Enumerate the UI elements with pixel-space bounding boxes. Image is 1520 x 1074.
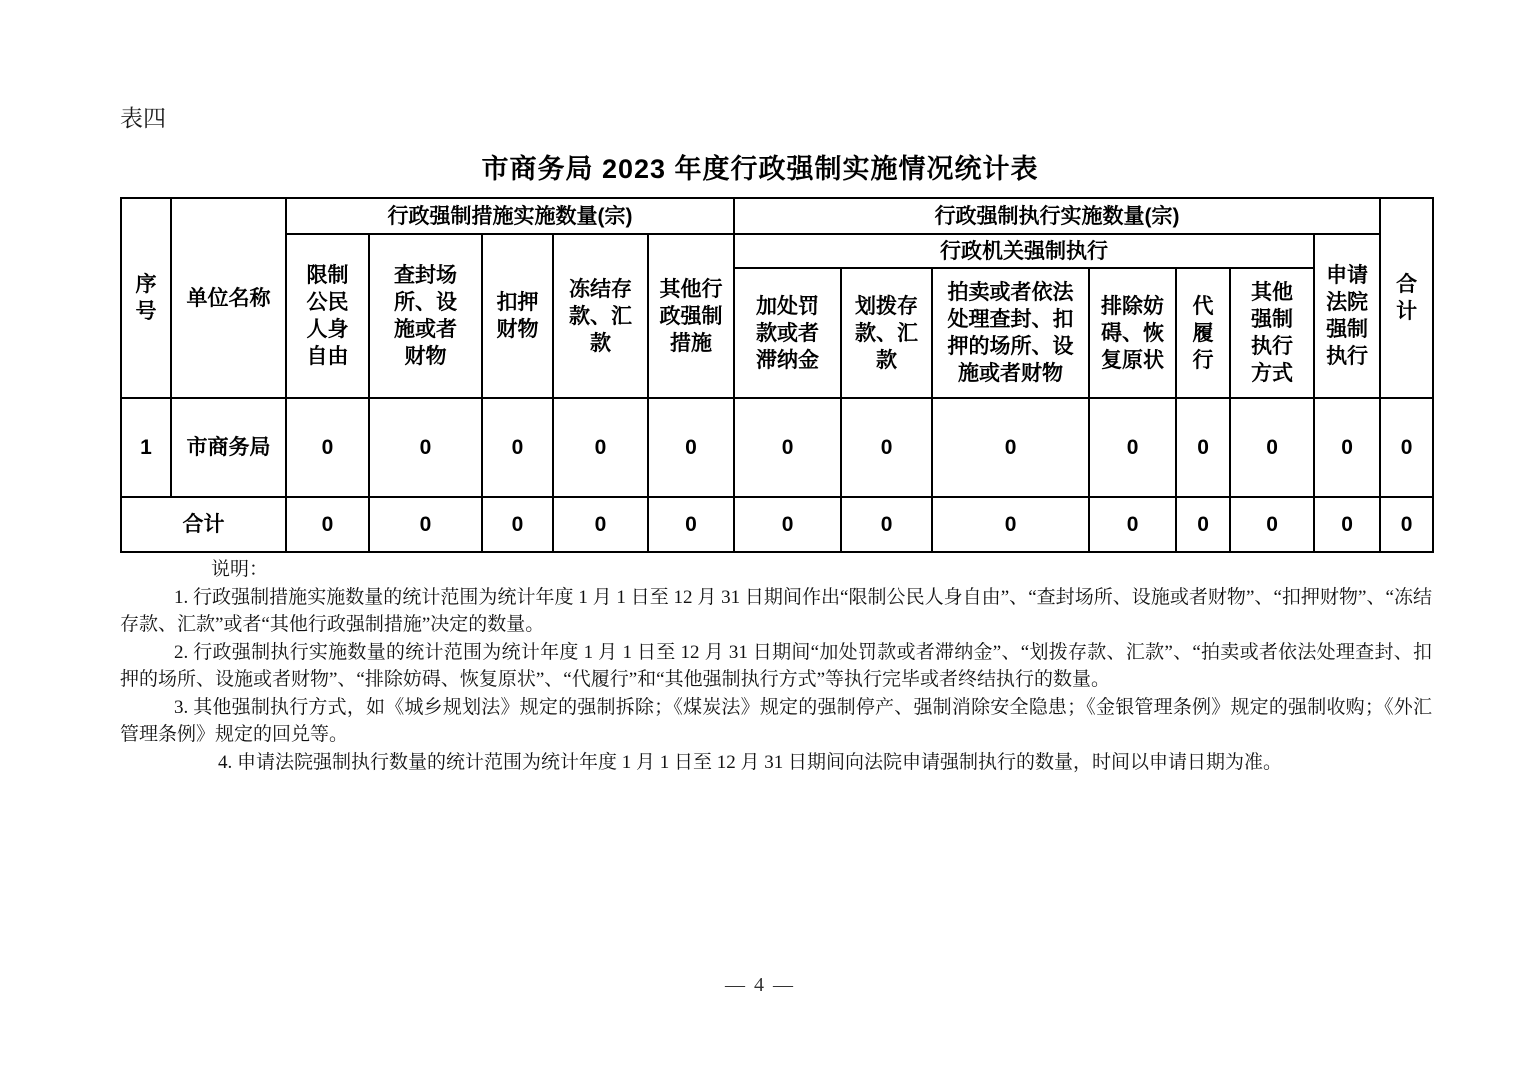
cell-value: 0 [648,398,734,497]
cell-value: 0 [286,398,369,497]
col-header-seq [121,198,171,398]
col-header-total-label: 合计 [1396,273,1418,323]
col-header-auction-property-label: 拍卖或者依法处理查封、扣押的场所、设施或者财物 [947,281,1074,385]
cell-value: 0 [734,398,841,497]
col-header-seal-property [369,234,482,398]
col-header-limit-freedom [286,234,369,398]
total-cell-value: 0 [553,497,648,552]
cell-value: 0 [1089,398,1176,497]
total-cell-total: 0 [1380,497,1433,552]
col-header-seize-property [482,234,553,398]
cell-value: 0 [1230,398,1314,497]
total-cell-value: 0 [1176,497,1230,552]
cell-value: 0 [932,398,1089,497]
total-cell-value: 0 [1089,497,1176,552]
col-header-seal-property-label: 查封场所、设施或者财物 [394,264,457,368]
cell-value: 0 [1176,398,1230,497]
total-cell-value: 0 [841,497,932,552]
col-header-fines-late-fees [734,268,841,398]
statistics-table [120,197,1434,553]
group-header-enforcement: 行政强制执行实施数量(宗) [734,198,1380,234]
cell-value: 0 [841,398,932,497]
col-header-transfer-deposits-label: 划拨存款、汇款 [855,294,919,372]
cell-seq: 1 [121,398,171,497]
col-header-limit-freedom-label: 限制公民人身自由 [306,264,349,368]
col-header-unit: 单位名称 [171,198,286,398]
col-header-seq-label: 序号 [135,273,157,323]
col-header-transfer-deposits [841,268,932,398]
total-cell-value: 0 [286,497,369,552]
cell-unit-name: 市商务局 [171,398,286,497]
col-header-other-measures [648,234,734,398]
page-title: 市商务局 2023 年度行政强制实施情况统计表 [481,154,1039,184]
table-tag: 表四 [120,106,166,131]
col-header-total [1380,198,1433,398]
col-header-court-enforcement [1314,234,1380,398]
cell-row-total: 0 [1380,398,1433,497]
note-item-4: 4. 申请法院强制执行数量的统计范围为统计年度 1 月 1 日至 12 月 31 日期间向法院申请强制执行的数量，时间以申请日期为准。 [218,751,1283,773]
col-header-court-enforcement-label: 申请法院强制执行 [1326,264,1369,368]
cell-value: 0 [553,398,648,497]
total-row [121,497,1433,552]
col-header-fines-late-fees-label: 加处罚款或者滞纳金 [756,294,820,372]
total-row-label: 合计 [121,497,286,552]
col-header-substitute-performance [1176,268,1230,398]
group-header-agency: 行政机关强制执行 [734,234,1314,268]
col-header-auction-property [932,268,1089,398]
col-header-remove-obstacles-label: 排除妨碍、恢复原状 [1101,294,1165,372]
total-cell-value: 0 [932,497,1089,552]
col-header-other-measures-label: 其他行政强制措施 [659,277,723,355]
col-header-seize-property-label: 扣押财物 [496,291,539,341]
col-header-freeze-deposits [553,234,648,398]
table-row [121,398,1433,497]
cell-value: 0 [482,398,553,497]
cell-value: 0 [369,398,482,497]
col-header-remove-obstacles [1089,268,1176,398]
notes-heading: 说明： [211,559,269,580]
note-item-2: 2. 行政强制执行实施数量的统计范围为统计年度 1 月 1 日至 12 月 31 日期间“加处罚款或者滞纳金”、“划拨存款、汇款”、“拍卖或者依法处理查封、扣押的场所、设施或者财物”、“排除妨碍、恢复原状”、“代履行”和“其他强制执行方式”等执行完毕或者终结执行的数量。 [120,641,1432,690]
total-cell-value: 0 [734,497,841,552]
notes-section [120,556,1432,776]
total-cell-value: 0 [1314,497,1380,552]
total-cell-value: 0 [1230,497,1314,552]
page-number: — 4 — [725,974,795,996]
cell-value: 0 [1314,398,1380,497]
col-header-other-enforcement [1230,268,1314,398]
col-header-freeze-deposits-label: 冻结存款、汇款 [569,277,632,355]
total-cell-value: 0 [482,497,553,552]
total-cell-value: 0 [648,497,734,552]
total-cell-value: 0 [369,497,482,552]
col-header-substitute-performance-label: 代履行 [1192,294,1214,372]
group-header-measures: 行政强制措施实施数量(宗) [286,198,734,234]
col-header-other-enforcement-label: 其他强制执行方式 [1251,281,1294,385]
note-item-1: 1. 行政强制措施实施数量的统计范围为统计年度 1 月 1 日至 12 月 31 日期间作出“限制公民人身自由”、“查封场所、设施或者财物”、“扣押财物”、“冻结存款、汇款”或者“其他行政强制措施”决定的数量。 [120,586,1432,635]
note-item-3: 3. 其他强制执行方式，如《城乡规划法》规定的强制拆除；《煤炭法》规定的强制停产、强制消除安全隐患；《金银管理条例》规定的强制收购；《外汇管理条例》规定的回兑等。 [120,696,1432,745]
